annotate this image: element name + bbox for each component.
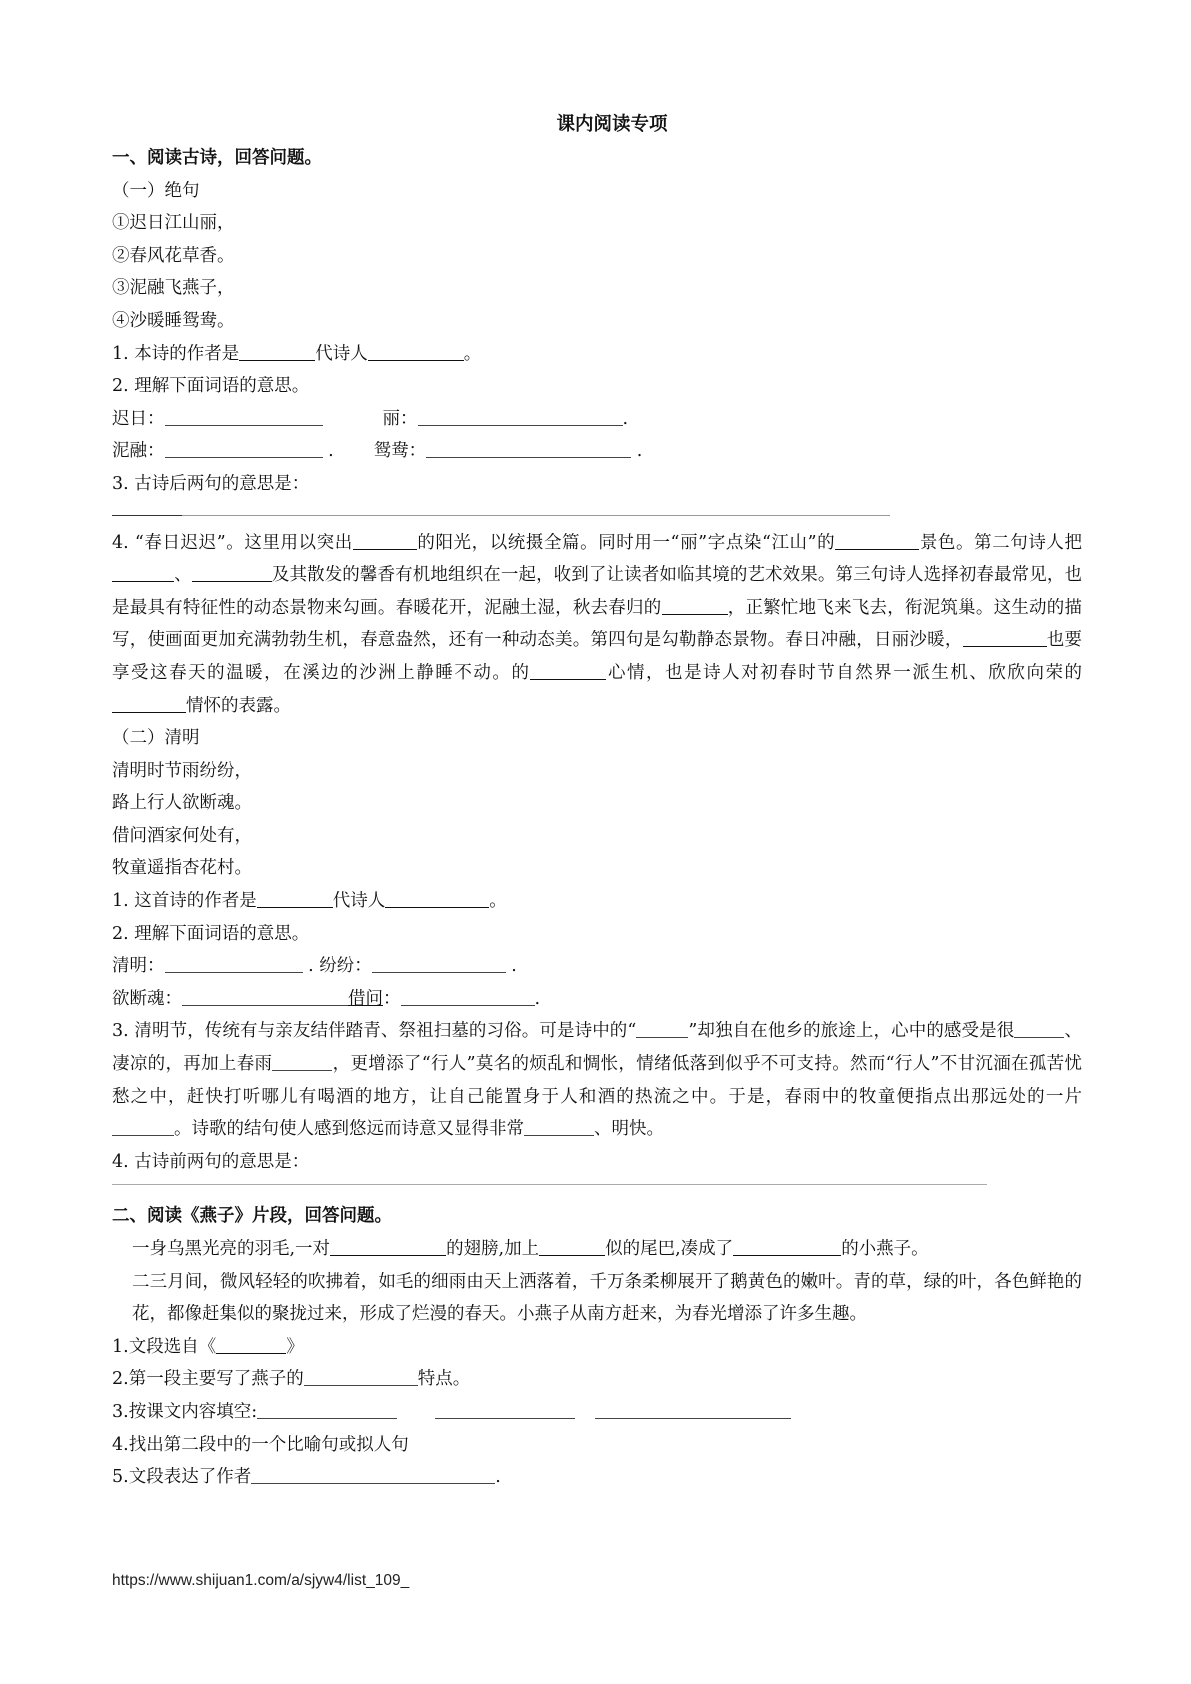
word-blank[interactable]	[165, 436, 323, 458]
fill-blank[interactable]	[539, 1234, 605, 1256]
word-blank[interactable]	[165, 951, 303, 973]
poem2-words-row-1: 清明： . 纷纷： .	[112, 950, 1082, 983]
fill-blank[interactable]	[636, 1016, 688, 1038]
poem1-question-1: 1. 本诗的作者是 代诗人 。	[112, 338, 1082, 371]
poem1-label: （一）绝句	[112, 180, 200, 201]
fill-blank[interactable]	[192, 560, 272, 582]
fill-blank[interactable]	[112, 1114, 174, 1136]
fill-blank[interactable]	[530, 658, 606, 680]
poem1-question-4: 4. “春日迟迟”。这里用以突出 的阳光，以统摄全篇。同时用一“丽”字点染“江山”的 景色。第二句诗人把、 及其散发的馨香有机地组织在一起，收到了让读者如临其境的艺术效果。第三句诗人选择初春最常见，也是最具有特征性的动态景物来勾画。春暖花开，泥融土湿，秋去春归的 ，正繁忙地飞来飞去，衔泥筑巢。这生动的描写，使画面更加充满勃勃生机，春意盎然，还有一种动态美。第四句是勾勒静态景物。春日冲融，日丽沙暖， 也要享受这春天的温暖，在溪边的沙洲上静睡不动。的 心情，也是诗人对初春时节自然界一派生机、欣欣向荣的情怀的表露。	[112, 527, 1082, 723]
poem2-label: （二）清明	[112, 728, 200, 749]
answer-line[interactable]	[112, 1178, 1082, 1200]
dynasty-blank[interactable]	[257, 886, 333, 908]
fill-blank[interactable]	[524, 1114, 594, 1136]
passage-paragraph-1: 一身乌黑光亮的羽毛,一对 的翅膀,加上 似的尾巴,凑成了 的小燕子。	[112, 1233, 1082, 1266]
fill-blank[interactable]	[304, 1364, 418, 1386]
poem1-question-3: 3. 古诗后两句的意思是：	[112, 473, 310, 494]
poem2-line-2: 路上行人欲断魂。	[112, 793, 252, 814]
poet-blank[interactable]	[385, 886, 489, 908]
fill-blank[interactable]	[733, 1234, 841, 1256]
poem1-words-row-2: 泥融： . 鸳鸯： .	[112, 435, 1082, 468]
poem2-line-3: 借问酒家何处有，	[112, 825, 252, 846]
page-title: 课内阅读专项	[556, 114, 668, 135]
fill-blank[interactable]	[1014, 1016, 1064, 1038]
poem2-question-1: 1. 这首诗的作者是 代诗人 。	[112, 885, 1082, 918]
fill-blank[interactable]	[112, 560, 174, 582]
section2-heading: 二、阅读《燕子》片段，回答问题。	[112, 1206, 392, 1227]
poem1-line-1: ①迟日江山丽，	[112, 213, 235, 234]
word-blank[interactable]	[418, 404, 623, 426]
answer-line[interactable]	[112, 501, 1082, 527]
poem1-line-2: ②春风花草香。	[112, 245, 235, 266]
section2-question-1: 1.文段选自《 》	[112, 1331, 1082, 1364]
fill-blank[interactable]	[251, 1462, 495, 1484]
word-blank[interactable]	[401, 984, 535, 1006]
poem1-line-3: ③泥融飞燕子，	[112, 278, 235, 299]
poem1-words-row-1: 迟日： 丽： .	[112, 403, 1082, 436]
poet-blank[interactable]	[368, 339, 464, 361]
section2-question-3: 3.按课文内容填空:	[112, 1396, 1082, 1429]
word-blank[interactable]	[182, 984, 348, 1006]
fill-blank[interactable]	[435, 1397, 575, 1419]
word-blank[interactable]	[372, 951, 506, 973]
poem2-words-row-2: 欲断魂： 借问： .	[112, 983, 1082, 1016]
poem2-question-3: 3. 清明节，传统有与亲友结伴踏青、祭祖扫墓的习俗。可是诗中的“ ”却独自在他乡的旅途上，心中的感受是很 、凄凉的，再加上春雨 ，更增添了“行人”莫名的烦乱和惆怅，情绪低落到似乎不可支持。然而“行人”不甘沉湎在孤苦忧愁之中，赶快打听哪儿有喝酒的地方，让自己能置身于人和酒的热流之中。于是，春雨中的牧童便指点出那远处的一片。诗歌的结句使人感到悠远而诗意又显得非常 、明快。	[112, 1015, 1082, 1145]
fill-blank[interactable]	[963, 625, 1047, 647]
worksheet-page	[112, 108, 1082, 1494]
word-blank[interactable]	[426, 436, 631, 458]
section2-question-2: 2.第一段主要写了燕子的 特点。	[112, 1363, 1082, 1396]
fill-blank[interactable]	[595, 1397, 791, 1419]
fill-blank[interactable]	[835, 528, 919, 550]
poem2-line-1: 清明时节雨纷纷，	[112, 760, 252, 781]
footer-url: https://www.shijuan1.com/a/sjyw4/list_109_	[112, 1572, 410, 1589]
section2-question-5: 5.文段表达了作者 .	[112, 1461, 1082, 1494]
fill-blank[interactable]	[216, 1332, 286, 1354]
fill-blank[interactable]	[257, 1397, 397, 1419]
fill-blank[interactable]	[112, 691, 186, 713]
fill-blank[interactable]	[662, 593, 728, 615]
passage-paragraph-2: 二三月间，微风轻轻的吹拂着，如毛的细雨由天上洒落着，千万条柔柳展开了鹅黄色的嫩叶。青的草，绿的叶，各色鲜艳的花，都像赶集似的聚拢过来，形成了烂漫的春天。小燕子从南方赶来，为春光增添了许多生趣。	[132, 1271, 1082, 1325]
poem2-question-2: 2. 理解下面词语的意思。	[112, 923, 310, 944]
poem1-line-4: ④沙暖睡鸳鸯。	[112, 310, 235, 331]
section1-heading: 一、阅读古诗，回答问题。	[112, 148, 322, 168]
section2-question-4: 4.找出第二段中的一个比喻句或拟人句	[112, 1434, 409, 1455]
fill-blank[interactable]	[272, 1049, 332, 1071]
word-blank[interactable]	[165, 404, 323, 426]
poem2-line-4: 牧童遥指杏花村。	[112, 858, 252, 879]
poem2-question-4: 4. 古诗前两句的意思是：	[112, 1151, 310, 1172]
fill-blank[interactable]	[353, 528, 417, 550]
dynasty-blank[interactable]	[239, 339, 315, 361]
poem1-question-2: 2. 理解下面词语的意思。	[112, 376, 310, 397]
fill-blank[interactable]	[330, 1234, 446, 1256]
